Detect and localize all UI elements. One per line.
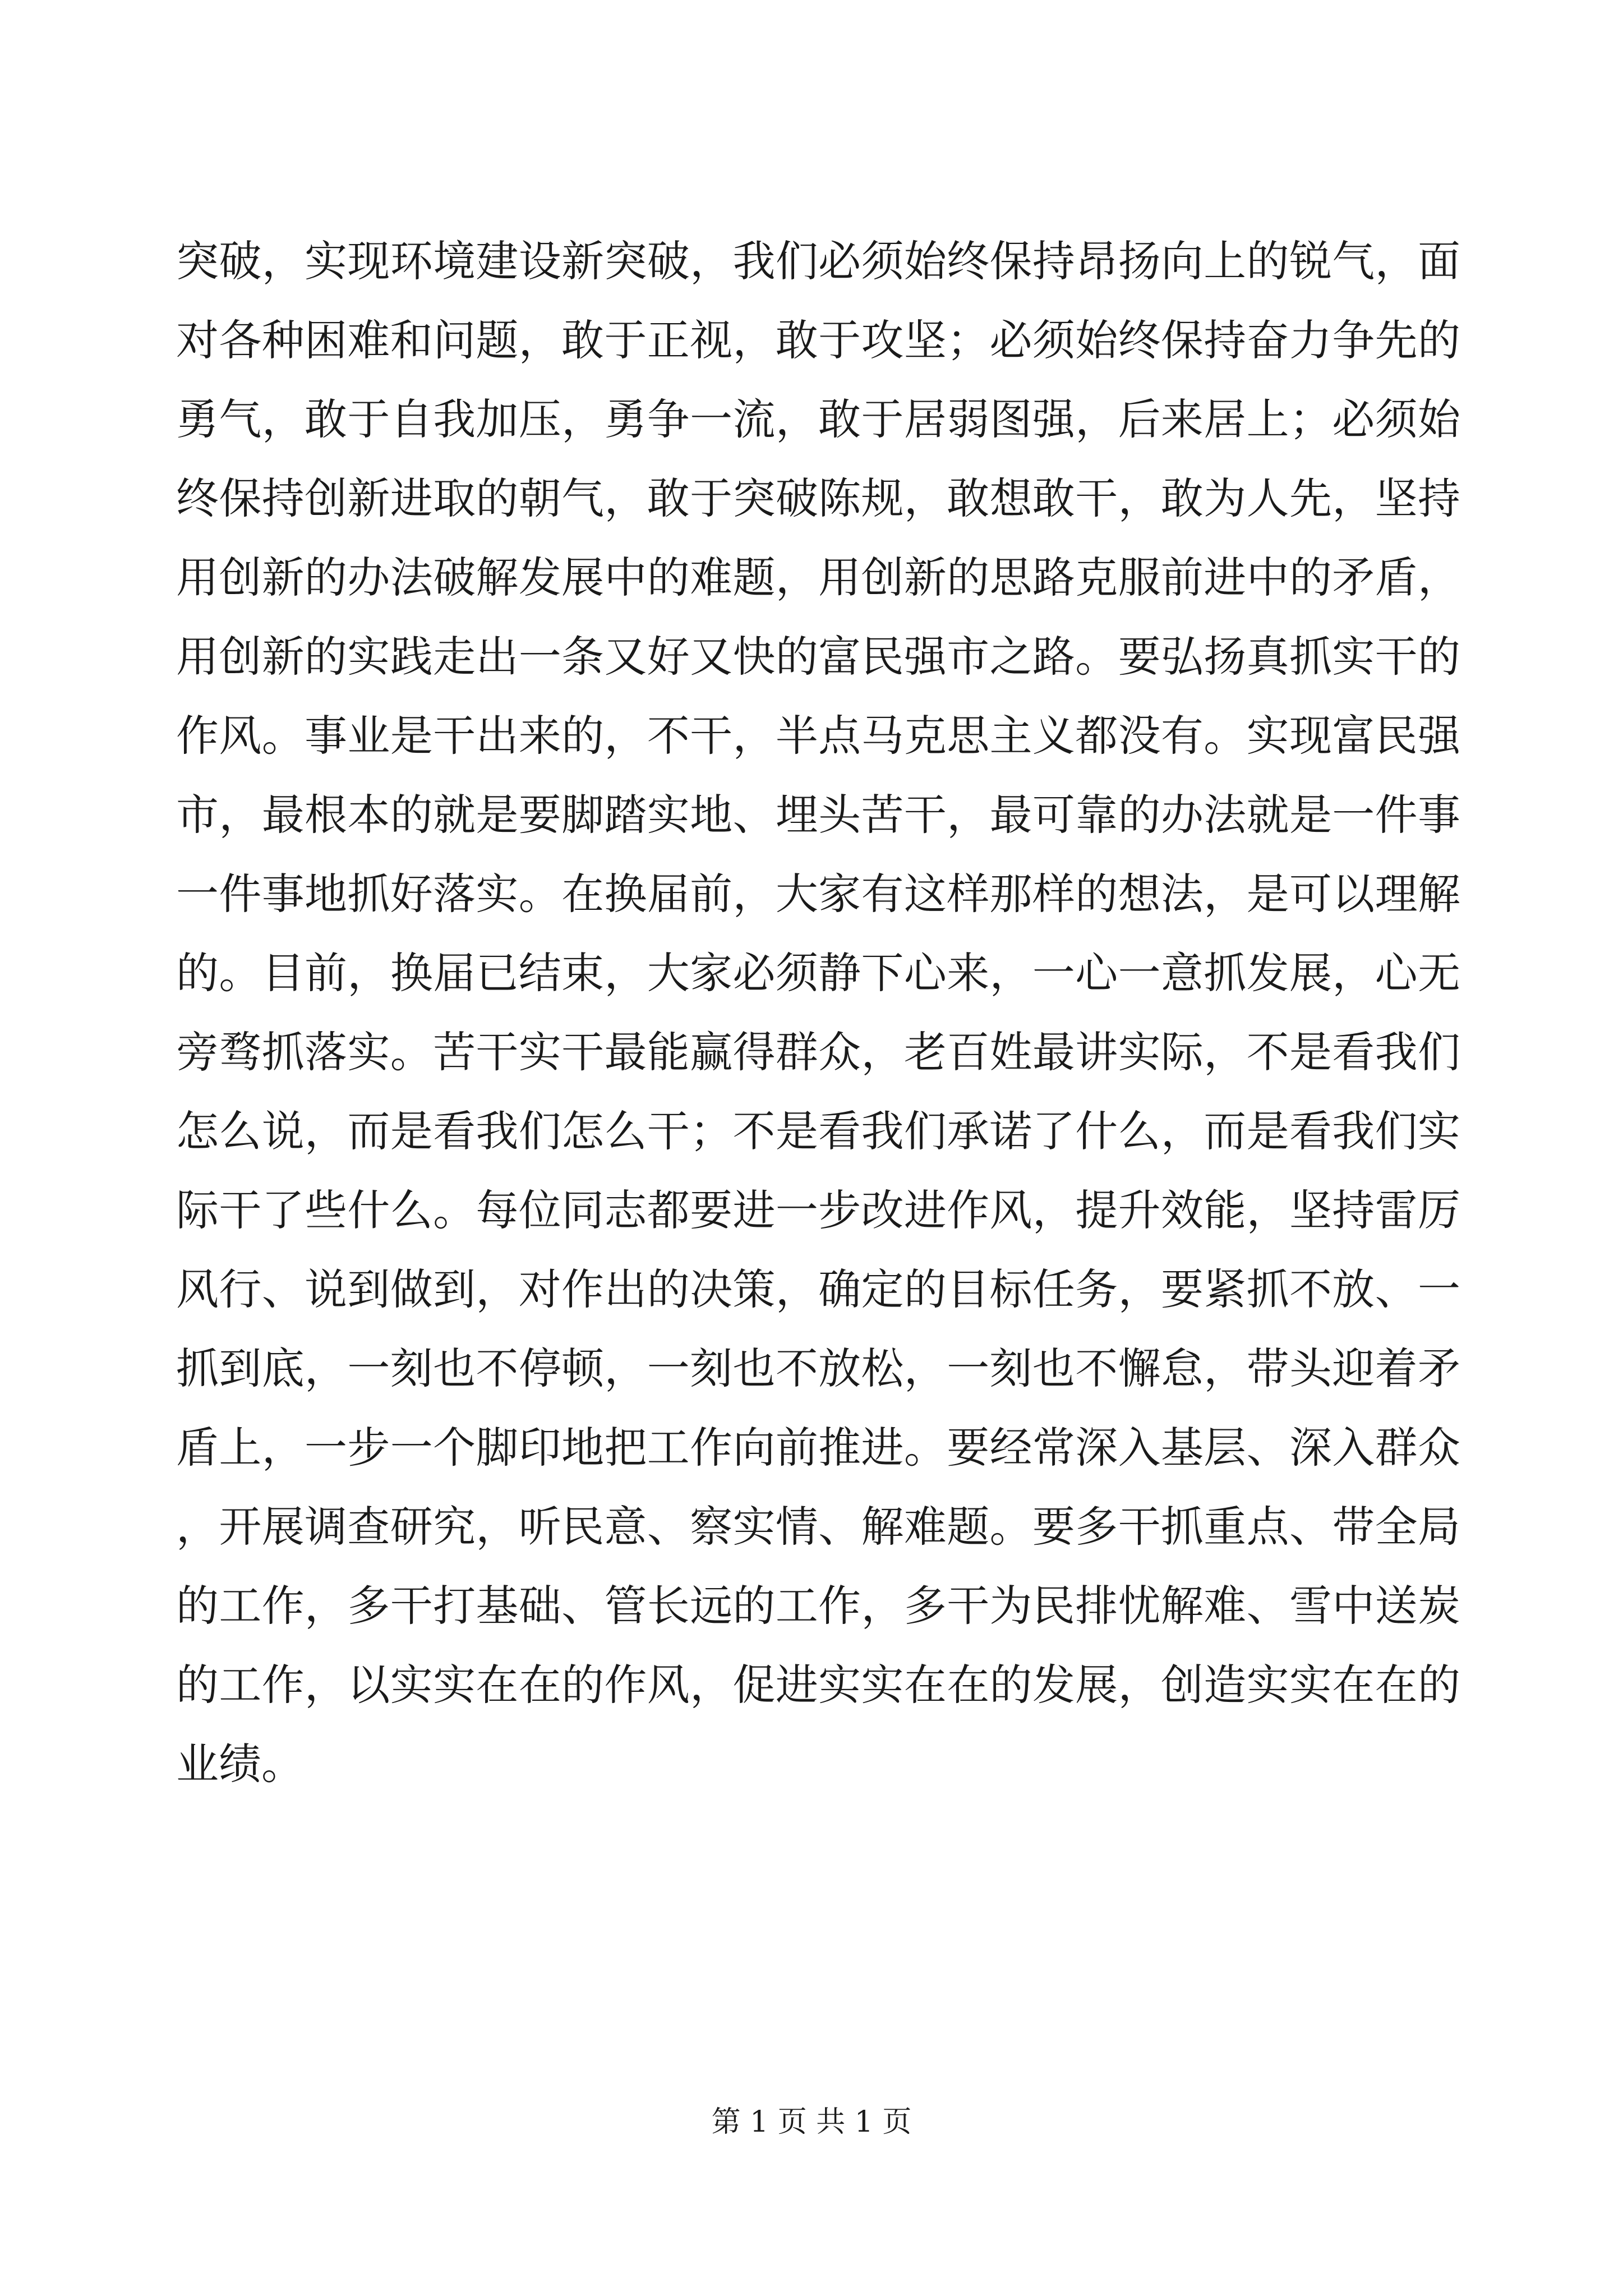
page-footer: 第 1 页 共 1 页: [711, 2105, 912, 2139]
body-paragraph: 突破，实现环境建设新突破，我们必须始终保持昂扬向上的锐气，面对各种困难和问题，敢于正视，敢于攻坚；必须始终保持奋力争先的勇气，敢于自我加压，勇争一流，敢于居弱图强，后来居上；必须始终保持创新进取的朝气，敢于突破陈规，敢想敢干，敢为人先，坚持用创新的办法破解发展中的难题，用创新的思路克服前进中的矛盾，用创新的实践走出一条又好又快的富民强市之路。要弘扬真抓实干的作风。事业是干出来的，不干，半点马克思主义都没有。实现富民强市，最根本的就是要脚踏实地、埋头苦干，最可靠的办法就是一件事一件事地抓好落实。在换届前，大家有这样那样的想法，是可以理解的。目前，换届已结束，大家必须静下心来，一心一意抓发展，心无旁骛抓落实。苦干实干最能赢得群众，老百姓最讲实际，不是看我们怎么说，而是看我们怎么干；不是看我们承诺了什么，而是看我们实际干了些什么。每位同志都要进一步改进作风，提升效能，坚持雷厉风行、说到做到，对作出的决策，确定的目标任务，要紧抓不放、一抓到底，一刻也不停顿，一刻也不放松，一刻也不懈怠，带头迎着矛盾上，一步一个脚印地把工作向前推进。要经常深入基层、深入群众，开展调查研究，听民意、察实情、解难题。要多干抓重点、带全局的工作，多干打基础、管长远的工作，多干为民排忧解难、雪中送炭的工作，以实实在在的作风，促进实实在在的发展，创造实实在在的业绩。: [176, 236, 1460, 1789]
